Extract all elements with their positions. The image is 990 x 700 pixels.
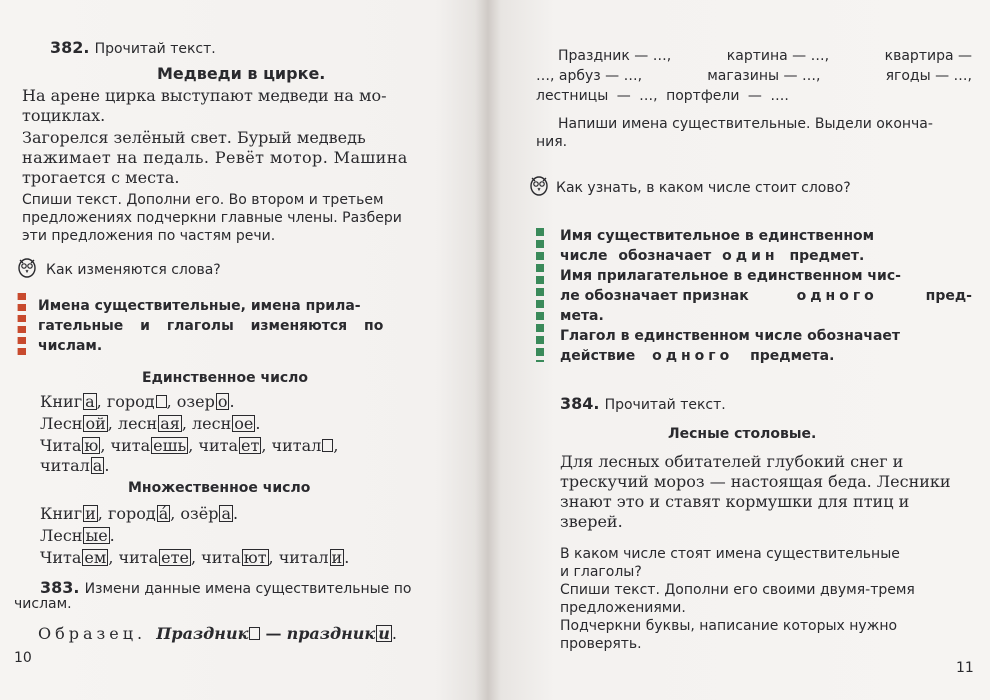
sample-label: Образец. xyxy=(38,624,147,643)
text-line: зверей. xyxy=(560,512,623,531)
text-line: нажимает на педаль. Ревёт мотор. Машина xyxy=(22,148,408,167)
ending-box: ем xyxy=(84,548,107,567)
rule-marker-bar xyxy=(12,293,26,355)
rule-line: мета. xyxy=(560,308,604,324)
task-line: предложениями. xyxy=(560,600,686,616)
task-line: предложениях подчеркни главные члены. Разбери xyxy=(22,210,402,226)
task-line: эти предложения по частям речи. xyxy=(22,228,276,244)
page-number: 10 xyxy=(14,650,32,666)
ending-box: и xyxy=(331,548,343,567)
singular-row-2: Лесн ой , лесн ая , лесн ое . xyxy=(40,414,261,433)
rule-line: числе обозначает один предмет. xyxy=(560,248,865,264)
task-line: Спиши текст. Дополни его. Во втором и третьем xyxy=(22,192,384,208)
singular-row-1: Книг а , город , озер о . xyxy=(40,392,235,411)
exercise-instruction: Прочитай текст. xyxy=(604,397,726,413)
text-title: Медведи в цирке. xyxy=(157,64,326,83)
task-line: и глаголы? xyxy=(560,564,642,580)
task-line: В каком числе стоят имена существительные xyxy=(560,546,900,562)
ending-box: ете xyxy=(161,548,189,567)
ending-box: ешь xyxy=(153,436,187,455)
sample-line: Образец. Праздник — праздник и . xyxy=(38,624,397,643)
text-line: Загорелся зелёный свет. Бурый медведь xyxy=(22,128,366,147)
page-number: 11 xyxy=(956,660,974,676)
owl-icon xyxy=(16,256,38,278)
ending-box: и xyxy=(85,504,96,523)
ending-box: а xyxy=(92,456,103,475)
rule-line: Имя существительное в единственном xyxy=(560,228,875,244)
ending-box: о xyxy=(217,392,228,411)
text-title: Лесные столовые. xyxy=(668,426,817,442)
plural-row-1: Книг и , город á , озёр а . xyxy=(40,504,239,523)
ending-box: ю xyxy=(84,436,99,455)
question-heading: Как узнать, в каком числе стоит слово? xyxy=(556,180,851,196)
task-line: ния. xyxy=(536,134,568,150)
left-page xyxy=(0,0,480,700)
rule-line: гательные и глаголы изменяются по xyxy=(38,318,384,334)
zero-ending-box xyxy=(322,439,333,452)
text-line: трогается с места. xyxy=(22,168,180,187)
zero-ending-box xyxy=(156,395,167,408)
exercise-number: 382. xyxy=(50,38,90,57)
rule-line: действие одного предмета. xyxy=(560,348,835,364)
text-line: Для лесных обитателей глубокий снег и xyxy=(560,452,904,471)
zero-ending-box xyxy=(249,627,260,640)
question-heading: Как изменяются слова? xyxy=(46,262,221,278)
exercise-number: 383. xyxy=(40,578,80,597)
words-line: Праздник — …, картина — …, квартира — xyxy=(558,48,972,64)
rule-marker-bar xyxy=(536,228,544,362)
plural-heading: Множественное число xyxy=(128,480,311,496)
rule-line: Имя прилагательное в единственном чис- xyxy=(560,268,901,284)
sample-plural: праздник xyxy=(286,624,376,643)
ending-box: á xyxy=(158,504,169,523)
text-line: трескучий мороз — настоящая беда. Лесники xyxy=(560,472,951,491)
words-line: лестницы — …, портфели — …. xyxy=(536,88,789,104)
exercise-instruction: Прочитай текст. xyxy=(94,41,216,57)
rule-line: Глагол в единственном числе обозначает xyxy=(560,328,901,344)
sample-word: Праздник xyxy=(156,624,249,643)
task-line: числам. xyxy=(14,596,72,612)
exercise-number: 384. xyxy=(560,394,600,413)
plural-row-2: Лесн ые . xyxy=(40,526,115,545)
words-line: …, арбуз — …, магазины — …, ягоды — …, xyxy=(536,68,972,84)
task-line: проверять. xyxy=(560,636,642,652)
singular-row-4: читал а . xyxy=(40,456,110,475)
ending-box: ые xyxy=(85,526,108,545)
text-line: На арене цирка выступают медведи на мо- xyxy=(22,86,387,105)
text-line: тоциклах. xyxy=(22,106,106,125)
exercise-383-header xyxy=(40,578,411,597)
ending-box: а xyxy=(221,504,232,523)
ending-box: и xyxy=(378,624,390,643)
task-line: Подчеркни буквы, написание которых нужно xyxy=(560,618,898,634)
task-line: Измени данные имена существительные по xyxy=(84,581,412,597)
right-page xyxy=(498,0,990,700)
task-line: Напиши имена существительные. Выдели оконча- xyxy=(558,116,933,132)
exercise-382-header xyxy=(50,38,216,57)
owl-icon xyxy=(528,174,550,196)
rule-line: ле обозначает признак одного пред- xyxy=(560,288,972,304)
ending-box: ое xyxy=(234,414,254,433)
task-line: Спиши текст. Дополни его своими двумя-тремя xyxy=(560,582,915,598)
rule-line: Имена существительные, имена прила- xyxy=(38,298,361,314)
ending-box: ой xyxy=(85,414,106,433)
ending-box: ет xyxy=(241,436,260,455)
rule-line: числам. xyxy=(38,338,103,354)
ending-box: ая xyxy=(160,414,180,433)
text-line: знают это и ставят кормушки для птиц и xyxy=(560,492,910,511)
singular-heading: Единственное число xyxy=(142,370,309,386)
plural-row-3: Чита ем , чита ете , чита ют , читал и . xyxy=(40,548,350,567)
ending-box: ют xyxy=(243,548,267,567)
singular-row-3: Чита ю , чита ешь , чита ет , читал , xyxy=(40,436,339,455)
ending-box: а xyxy=(85,392,95,411)
